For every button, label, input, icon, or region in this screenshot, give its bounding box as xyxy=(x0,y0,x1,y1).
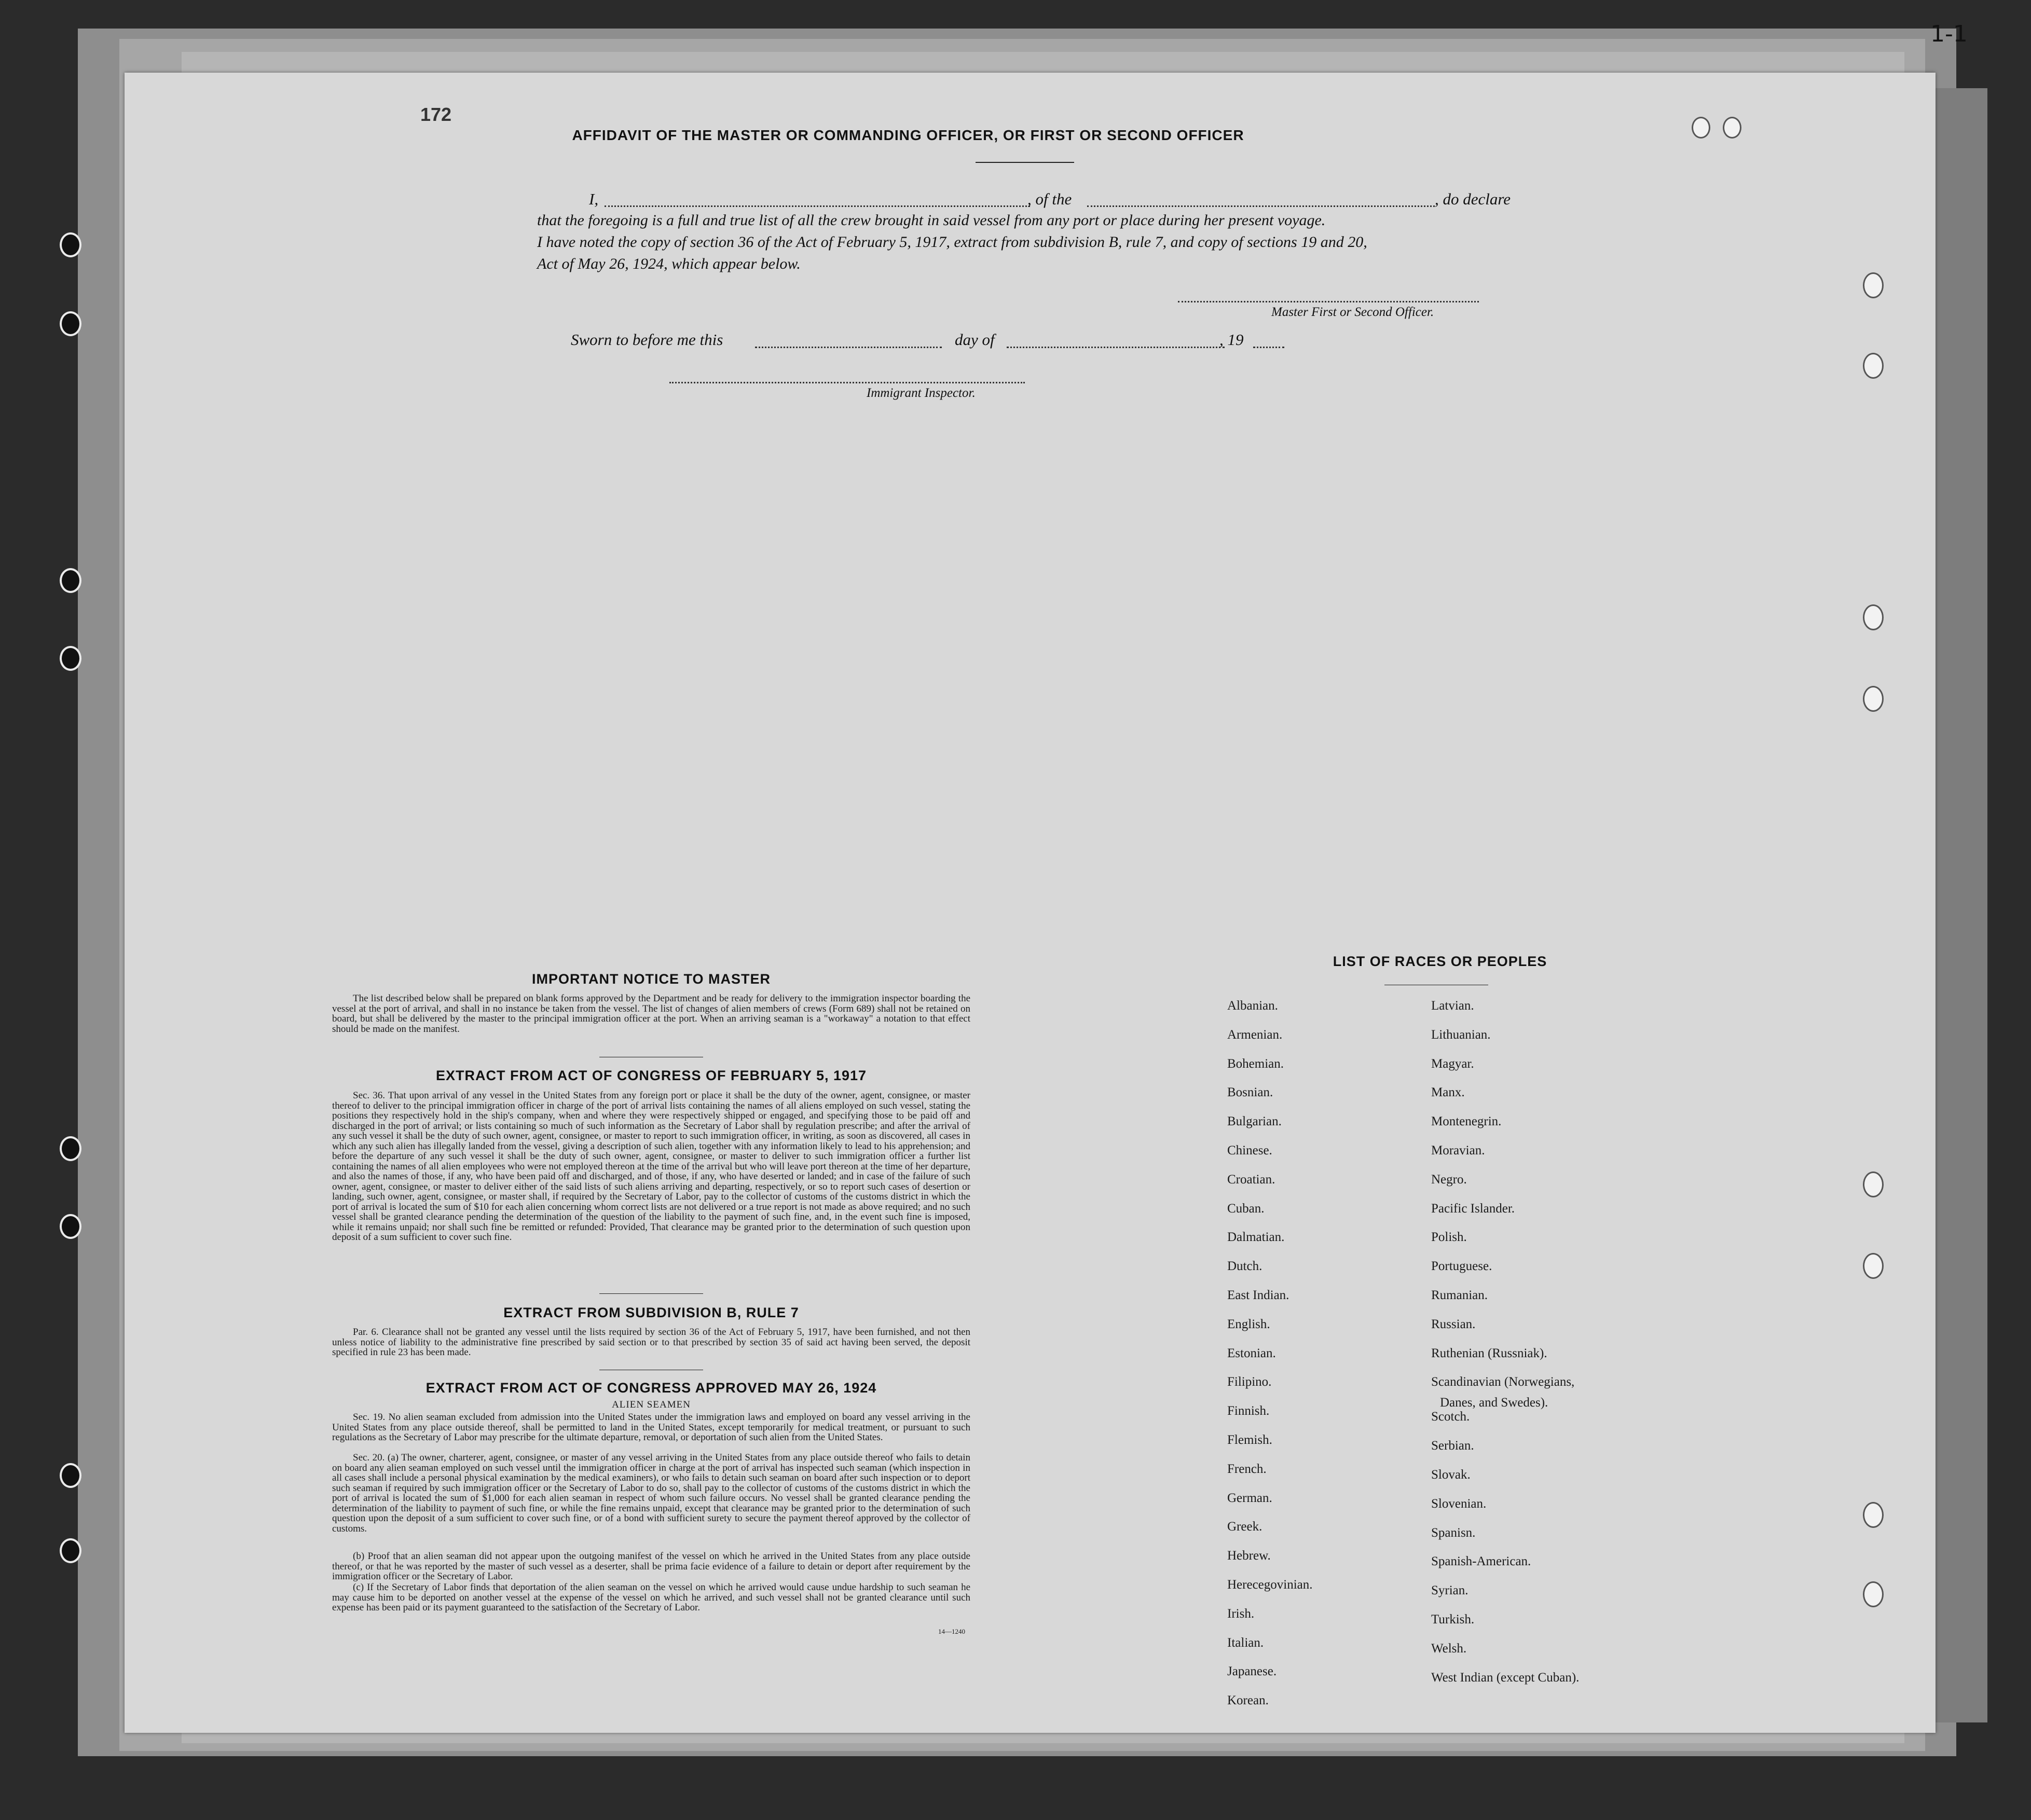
punch-hole-icon xyxy=(1692,117,1710,139)
affidavit-line-3: I have noted the copy of section 36 of the Act of February 5, 1917, extract from subdivision B, rule 7, and copy of sections 19 and 20, xyxy=(537,233,1367,251)
race-item: Estonian. xyxy=(1227,1346,1276,1360)
sec-20a-text: Sec. 20. (a) The owner, charterer, agent, consignee, or master of any vessel arriving in the United States from any place outside thereof who fails to detain on board any alien seaman employed on such vessel until the immigration officer in charge at the port of arrival has inspected such seaman (which inspection in all cases shall include a personal physical examination by the medical examiners), or who fails to detain such seaman on board after such inspection or to deport such seaman if required by such immigration officer or the Secretary of Labor to do so, shall pay to the collector of customs of the customs district in which the port of arrival is located the sum of $1,000 for each alien seaman in respect of whom such failure occurs. No vessel shall be granted clearance pending the determination of the liability to payment of such fine, or while the fine remains unpaid, except that clearance may be granted prior to the determination of such question upon the deposit of a sum sufficient to cover such fine, or of a bond with sufficient surety to secure the payment thereof approved by the collector of customs. xyxy=(332,1452,970,1534)
sworn-year-line[interactable] xyxy=(1253,347,1284,348)
binder-hole-icon xyxy=(60,1214,81,1239)
race-item: Croatian. xyxy=(1227,1172,1275,1187)
races-title: LIST OF RACES OR PEOPLES xyxy=(1333,954,1547,969)
race-item: Flemish. xyxy=(1227,1433,1272,1447)
underlying-page-edge xyxy=(1930,88,1987,1722)
inspector-signature-line[interactable] xyxy=(669,382,1025,383)
sec-20b-text: (b) Proof that an alien seaman did not appear upon the outgoing manifest of the vessel on which he arrived in the United States from any place outside thereof, or that he was reported by the master of such vessel as a deserter, shall be prima facie evidence of a failure to detain or deport after requirement by the immigration officer or the Secretary of Labor. xyxy=(332,1551,970,1582)
race-item: Irish. xyxy=(1227,1606,1255,1621)
race-item: Bulgarian. xyxy=(1227,1114,1282,1129)
affidavit-title: AFFIDAVIT OF THE MASTER OR COMMANDING OFFICER, OR FIRST OR SECOND OFFICER xyxy=(572,127,1244,143)
punch-hole-icon xyxy=(1863,272,1884,298)
race-item: Pacific Islander. xyxy=(1431,1201,1515,1216)
extract-rule7-title: EXTRACT FROM SUBDIVISION B, RULE 7 xyxy=(503,1305,799,1320)
binder-hole-icon xyxy=(60,232,81,257)
race-item: Moravian. xyxy=(1431,1143,1485,1157)
punch-hole-icon xyxy=(1863,353,1884,379)
race-item: Italian. xyxy=(1227,1635,1264,1650)
race-item: Dalmatian. xyxy=(1227,1230,1285,1245)
section-divider xyxy=(599,1293,703,1294)
punch-hole-icon xyxy=(1863,1253,1884,1279)
race-item: Chinese. xyxy=(1227,1143,1272,1157)
race-item: Magyar. xyxy=(1431,1056,1474,1071)
binder-hole-icon xyxy=(60,1136,81,1161)
race-item: German. xyxy=(1227,1491,1272,1505)
punch-hole-icon xyxy=(1723,117,1741,139)
race-item: Dutch. xyxy=(1227,1259,1262,1274)
race-item: Bohemian. xyxy=(1227,1056,1284,1071)
race-item: Herecegovinian. xyxy=(1227,1578,1313,1592)
race-item: Russian. xyxy=(1431,1317,1476,1331)
notice-title: IMPORTANT NOTICE TO MASTER xyxy=(532,971,771,987)
affidavit-do-declare: , do declare xyxy=(1435,190,1511,208)
race-item: Montenegrin. xyxy=(1431,1114,1502,1129)
punch-hole-icon xyxy=(1863,1171,1884,1197)
race-item: French. xyxy=(1227,1461,1267,1476)
race-item: Hebrew. xyxy=(1227,1549,1271,1563)
extract-rule7-text: Par. 6. Clearance shall not be granted any vessel until the lists required by section 36 of the Act of February 5, 1917, have been furnished, and not then unless notice of liability to the administrative fine prescribed by said section or to that prescribed by section 35 of said act having been served, the deposit specified in rule 23 has been made. xyxy=(332,1327,970,1358)
race-item: English. xyxy=(1227,1317,1270,1331)
race-item: Syrian. xyxy=(1431,1583,1469,1598)
race-item: Armenian. xyxy=(1227,1027,1283,1042)
master-signature-line[interactable] xyxy=(1178,301,1479,302)
race-item: Welsh. xyxy=(1431,1641,1467,1656)
race-item: Ruthenian (Russniak). xyxy=(1431,1346,1547,1360)
race-item: Lithuanian. xyxy=(1431,1027,1491,1042)
race-item: Danes, and Swedes). xyxy=(1440,1395,1548,1410)
punch-hole-icon xyxy=(1863,686,1884,712)
sworn-month-line[interactable] xyxy=(1007,347,1225,348)
punch-hole-icon xyxy=(1863,1581,1884,1607)
race-item: East Indian. xyxy=(1227,1288,1289,1302)
race-item: Latvian. xyxy=(1431,999,1474,1013)
race-item: Rumanian. xyxy=(1431,1288,1488,1302)
race-item: Japanese. xyxy=(1227,1664,1277,1679)
master-signature-label: Master First or Second Officer. xyxy=(1271,305,1434,319)
extract-1924-title: EXTRACT FROM ACT OF CONGRESS APPROVED MAY 26, 1924 xyxy=(426,1380,877,1396)
document-sheet xyxy=(125,73,1936,1733)
notice-text: The list described below shall be prepared on blank forms approved by the Department and be ready for delivery to the immigration inspector boarding the vessel at the port of arrival, and shall in no instance be taken from the vessel. The list of changes of alien members of crews (Form 689) shall not be retained on board, but shall be delivered by the master to the principal immigration officer at the port. When an arriving seaman is a "workaway" a notation to that effect should be made on the manifest. xyxy=(332,993,970,1035)
race-item: Slovenian. xyxy=(1431,1496,1487,1511)
binder-hole-icon xyxy=(60,568,81,593)
affidavit-of-the-label: , of the xyxy=(1027,190,1072,208)
race-item: Bosnian. xyxy=(1227,1085,1273,1100)
race-item: Spanisn. xyxy=(1431,1525,1476,1540)
year-label: , 19 xyxy=(1219,330,1244,349)
race-item: Portuguese. xyxy=(1431,1259,1492,1274)
race-item: Scotch. xyxy=(1431,1410,1470,1424)
race-item: Slovak. xyxy=(1431,1467,1471,1482)
inspector-label: Immigrant Inspector. xyxy=(867,386,976,400)
race-item: Cuban. xyxy=(1227,1201,1265,1216)
binder-hole-icon xyxy=(60,1538,81,1563)
punch-hole-icon xyxy=(1863,1502,1884,1528)
sec-20c-text: (c) If the Secretary of Labor finds that deportation of the alien seaman on the vessel on which he arrived would cause undue hardship to such seaman he may cause him to be deported on another vessel at the expense of the vessel on which he arrived, and such vessel shall not be granted clearance until such expense has been paid or its payment guaranteed to the satisfaction of the Secretary of Labor. xyxy=(332,1582,970,1613)
race-item: Turkish. xyxy=(1431,1612,1475,1626)
extract-1917-title: EXTRACT FROM ACT OF CONGRESS OF FEBRUARY 5, 1917 xyxy=(435,1068,867,1083)
race-item: Manx. xyxy=(1431,1085,1465,1100)
name-blank-line[interactable] xyxy=(605,205,1030,207)
sworn-label: Sworn to before me this xyxy=(571,330,723,349)
vessel-blank-line[interactable] xyxy=(1087,205,1435,207)
day-of-label: day of xyxy=(955,330,995,349)
affidavit-line-2: that the foregoing is a full and true list of all the crew brought in said vessel from any port or place during her present voyage. xyxy=(537,212,1326,229)
race-item: Negro. xyxy=(1431,1172,1467,1187)
extract-1917-text: Sec. 36. That upon arrival of any vessel in the United States from any foreign port or place it shall be the duty of the owner, agent, consignee, or master thereof to deliver to the principal immigration officer in charge of the port of arrival lists containing the names of all aliens employed on such vessel, stating the positions they respectively hold in the ship's company, when and where they were respectively shipped or engaged, and specifying those to be paid off and discharged in the port of arrival; or lists containing so much of such information as the Secretary of Labor shall by regulation prescribe; and after the arrival of any such vessel it shall be the duty of such owner, agent, consignee, or master to report to such immigration officer, in writing, as soon as discovered, all cases in which any such alien has illegally landed from the vessel, giving a description of such alien, together with any information likely to lead to his apprehension; and before the departure of any such vessel it shall be the duty of such owner, agent, consignee, or master to deliver to such immigration officer a further list containing the names of all alien employees who were not employed thereon at the time of the arrival but who will leave port thereon at the time of her departure, and also the names of those, if any, who have been paid off and discharged, and of those, if any, who have deserted or landed; and in case of the failure of such owner, agent, consignee, or master to deliver either of the said lists of such aliens arriving and departing, respectively, or so to report such cases of desertion or landing, such owner, agent, consignee, or master shall, if required by the Secretary of Labor, pay to the collector of customs of the customs district in which the port of arrival is located the sum of $10 for each alien concerning whom correct lists are not delivered or a true report is not made as above required; and no such vessel shall be granted clearance pending the determination of the question of the liability to the payment of such fine, and, in the event such fine is imposed, while it remains unpaid; nor shall such fine be remitted or refunded: Provided, That clearance may be granted prior to the determination of such question upon deposit of a sum sufficient to cover such fine. xyxy=(332,1090,970,1243)
race-item: Polish. xyxy=(1431,1230,1467,1245)
race-item: Greek. xyxy=(1227,1520,1262,1534)
race-item: Filipino. xyxy=(1227,1375,1272,1389)
title-underline xyxy=(976,162,1074,163)
binder-hole-icon xyxy=(60,311,81,336)
race-item: West Indian (except Cuban). xyxy=(1431,1670,1580,1685)
sworn-day-line[interactable] xyxy=(755,347,942,348)
race-item: Korean. xyxy=(1227,1693,1269,1708)
punch-hole-icon xyxy=(1863,604,1884,630)
race-item: Spanish-American. xyxy=(1431,1554,1531,1569)
alien-seamen-subtitle: ALIEN SEAMEN xyxy=(612,1399,691,1410)
binder-hole-icon xyxy=(60,646,81,671)
binder-hole-icon xyxy=(60,1463,81,1488)
affidavit-i-label: I, xyxy=(589,190,599,208)
page-number: 172 xyxy=(420,104,452,125)
race-item: Scandinavian (Norwegians, xyxy=(1431,1375,1575,1389)
race-item: Serbian. xyxy=(1431,1439,1474,1453)
sec-19-text: Sec. 19. No alien seaman excluded from admission into the United States under the immigration laws and employed on board any vessel arriving in the United States from any place outside thereof, shall be permitted to land in the United States, except temporarily for medical treatment, or pursuant to such regulations as the Secretary of Labor may prescribe for the ultimate departure, removal, or deportation of such alien from the United States. xyxy=(332,1412,970,1443)
race-item: Albanian. xyxy=(1227,999,1278,1013)
race-item: Finnish. xyxy=(1227,1404,1270,1418)
affidavit-line-4: Act of May 26, 1924, which appear below. xyxy=(537,255,801,272)
form-number: 14—1240 xyxy=(938,1628,965,1635)
corner-page-mark: 1-1 xyxy=(1930,21,1968,47)
